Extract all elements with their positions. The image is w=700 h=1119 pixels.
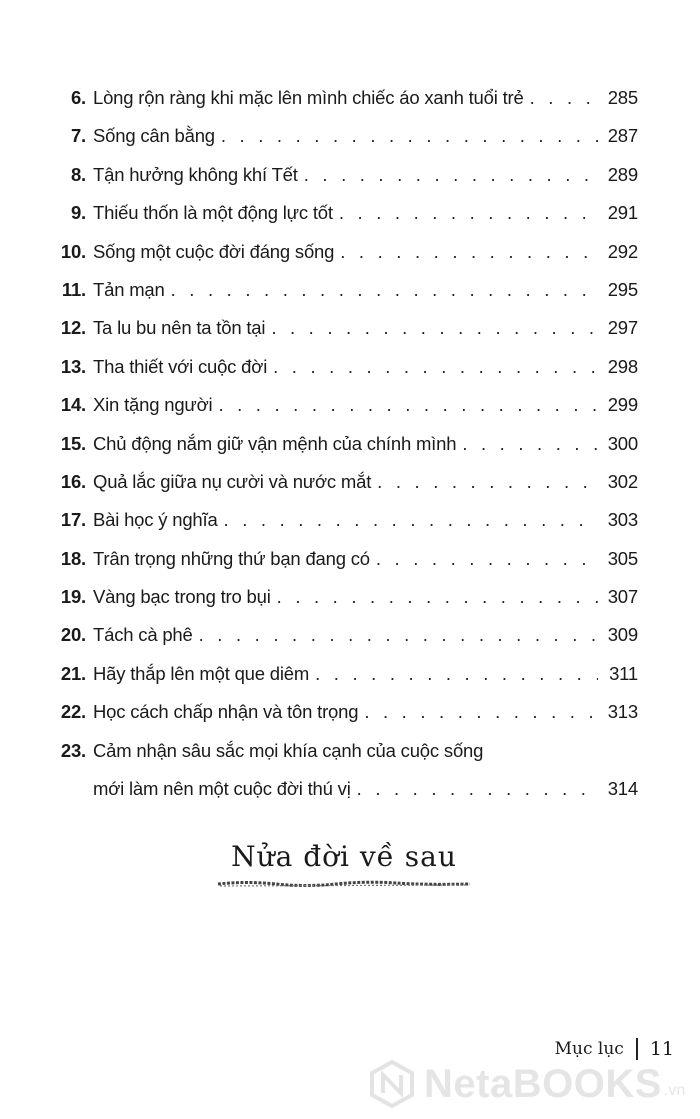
toc-entry bbox=[48, 509, 638, 547]
toc-dot-leader bbox=[340, 241, 598, 263]
toc-entry bbox=[48, 586, 638, 624]
toc-dot-leader bbox=[218, 394, 598, 416]
toc-entry-page: 302 bbox=[607, 470, 638, 492]
toc-dot-leader bbox=[530, 87, 598, 109]
toc-entry bbox=[48, 471, 638, 509]
toc-entry-page: 307 bbox=[607, 586, 638, 608]
toc-dot-leader bbox=[171, 279, 598, 301]
toc-entry-line2 bbox=[48, 778, 638, 816]
toc-entry-title: Lòng rộn ràng khi mặc lên mình chiếc áo xanh tuổi trẻ bbox=[93, 87, 524, 108]
toc-entry-title-continued: mới làm nên một cuộc đời thú vị bbox=[93, 778, 351, 800]
toc-entry-title: Trân trọng những thứ bạn đang có bbox=[93, 547, 370, 569]
toc-entry-number: 18. bbox=[60, 547, 86, 569]
toc-entry-page: 297 bbox=[607, 317, 638, 339]
toc-entry-page: 291 bbox=[607, 202, 638, 224]
toc-entry-title: Quả lắc giữa nụ cười và nước mắt bbox=[93, 470, 372, 492]
toc-dot-leader bbox=[304, 164, 598, 186]
toc-entry-page: 289 bbox=[607, 163, 638, 185]
section-heading bbox=[216, 840, 472, 889]
toc-entry-page: 287 bbox=[607, 125, 638, 147]
toc-dot-leader bbox=[224, 509, 598, 531]
toc-entry-number: 11. bbox=[61, 278, 86, 300]
toc-entry-number: 6. bbox=[70, 87, 86, 108]
toc-entry-page: 314 bbox=[607, 778, 638, 800]
toc-entry-number: 21. bbox=[60, 662, 86, 684]
toc-entry-number: 10. bbox=[60, 240, 86, 262]
toc-entry-page: 295 bbox=[607, 278, 638, 300]
running-title: Mục lục bbox=[554, 1039, 624, 1059]
toc-entry-title: Sống một cuộc đời đáng sống bbox=[93, 240, 335, 262]
toc-entry bbox=[48, 279, 638, 317]
toc-entry-page: 311 bbox=[609, 662, 638, 684]
toc-entry-page: 299 bbox=[607, 394, 638, 416]
watermark bbox=[368, 1060, 685, 1108]
toc-dot-leader bbox=[315, 663, 598, 685]
toc-entry bbox=[48, 164, 638, 202]
toc-entry-page: 303 bbox=[607, 509, 638, 531]
toc-entry-title: Sống cân bằng bbox=[93, 125, 215, 147]
toc-entry-title: Tách cà phê bbox=[93, 624, 193, 646]
toc-entry-title: Thiếu thốn là một động lực tốt bbox=[93, 202, 333, 224]
toc-entry-number: 15. bbox=[60, 432, 86, 454]
toc-dot-leader bbox=[273, 356, 598, 378]
toc-entry-number: 12. bbox=[60, 317, 86, 339]
toc-entry-page: 309 bbox=[607, 624, 638, 646]
toc-entry-page: 285 bbox=[607, 87, 638, 108]
toc-entry bbox=[48, 548, 638, 586]
toc-entry-page: 300 bbox=[607, 432, 638, 454]
toc-entry-number: 7. bbox=[70, 125, 86, 147]
toc-entry-title: Chủ động nắm giữ vận mệnh của chính mình bbox=[93, 432, 457, 454]
toc-dot-leader bbox=[462, 433, 598, 455]
toc-dot-leader bbox=[277, 586, 598, 608]
toc-entry bbox=[48, 317, 638, 355]
toc-entry-number: 8. bbox=[70, 163, 86, 185]
toc-entry-page: 298 bbox=[607, 355, 638, 377]
toc-dot-leader bbox=[339, 202, 598, 224]
toc-entry bbox=[48, 701, 638, 739]
toc-entry-number: 22. bbox=[60, 701, 86, 723]
toc-dot-leader bbox=[377, 471, 598, 493]
toc-entry-number: 9. bbox=[70, 202, 86, 224]
toc-entry bbox=[48, 624, 638, 662]
toc-entry-page: 313 bbox=[607, 701, 638, 723]
toc-entry-title: Tận hưởng không khí Tết bbox=[93, 163, 298, 185]
toc-dot-leader bbox=[357, 778, 598, 800]
toc-entry-number: 19. bbox=[60, 586, 86, 608]
table-of-contents bbox=[48, 87, 638, 816]
toc-dot-leader bbox=[199, 624, 598, 646]
toc-entry bbox=[48, 202, 638, 240]
toc-entry-number: 16. bbox=[60, 470, 86, 492]
toc-entry-line1 bbox=[48, 740, 638, 778]
toc-entry-title: Học cách chấp nhận và tôn trọng bbox=[93, 701, 359, 723]
toc-entry bbox=[48, 394, 638, 432]
netabooks-logo-icon bbox=[368, 1060, 416, 1108]
toc-entry bbox=[48, 356, 638, 394]
toc-entry-page: 305 bbox=[607, 547, 638, 569]
toc-dot-leader bbox=[376, 548, 598, 570]
toc-dot-leader bbox=[221, 125, 598, 147]
watermark-suffix: .vn bbox=[663, 1082, 686, 1099]
toc-entry-title: Vàng bạc trong tro bụi bbox=[93, 586, 271, 608]
toc-entry-number: 14. bbox=[60, 394, 86, 416]
section-title: Nửa đời về sau bbox=[231, 840, 457, 873]
toc-entry bbox=[48, 433, 638, 471]
toc-entry-title: Cảm nhận sâu sắc mọi khía cạnh của cuộc sống bbox=[93, 739, 484, 761]
toc-entry-number: 17. bbox=[60, 509, 86, 531]
toc-entry-title: Ta lu bu nên ta tồn tại bbox=[93, 317, 266, 339]
toc-entry-title: Xin tặng người bbox=[93, 394, 213, 416]
toc-entry-number: 20. bbox=[60, 624, 86, 646]
toc-entry-number: 13. bbox=[60, 355, 86, 377]
watermark-brand: NetaBOOKS bbox=[424, 1061, 662, 1106]
toc-entry bbox=[48, 241, 638, 279]
page-footer bbox=[555, 1038, 674, 1060]
toc-entry-number: 23. bbox=[60, 739, 86, 761]
toc-entry-title: Tản mạn bbox=[93, 278, 165, 300]
toc-dot-leader bbox=[271, 317, 598, 339]
toc-entry bbox=[48, 125, 638, 163]
toc-entry-title: Hãy thắp lên một que diêm bbox=[93, 662, 310, 684]
toc-entry bbox=[48, 663, 638, 701]
toc-dot-leader bbox=[364, 701, 598, 723]
toc-entry bbox=[48, 87, 638, 125]
page-number: 11 bbox=[649, 1038, 674, 1060]
toc-entry-title: Tha thiết với cuộc đời bbox=[93, 355, 268, 377]
toc-entry-title: Bài học ý nghĩa bbox=[93, 509, 218, 531]
footer-separator bbox=[636, 1038, 638, 1060]
toc-entry-page: 292 bbox=[607, 240, 638, 262]
section-underline bbox=[216, 879, 472, 889]
